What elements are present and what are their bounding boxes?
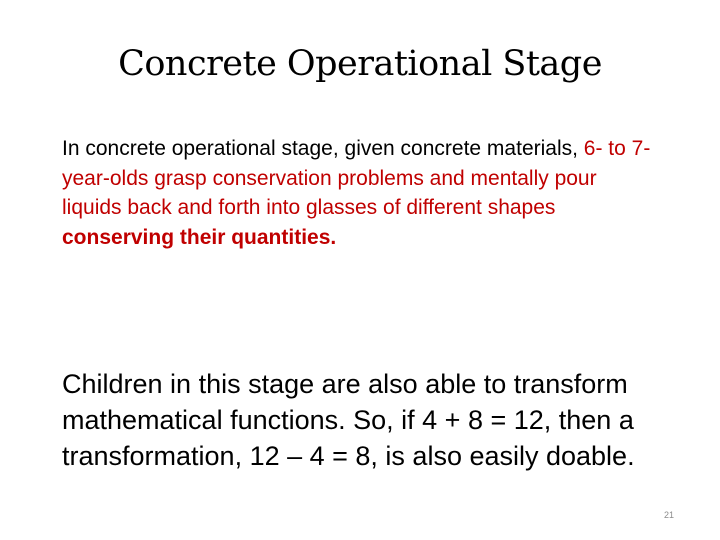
page-number: 21 (664, 510, 675, 520)
slide-title: Concrete Operational Stage (118, 44, 602, 84)
paragraph-red-text: 6- to 7-year-olds grasp conservation problems and mentally pour liquids back and forth into glasses of different shapes (62, 137, 651, 219)
paragraph-conservation (62, 134, 652, 252)
paragraph-plain-text: In concrete operational stage, given concrete materials, (62, 137, 584, 160)
paragraph-red-bold-text: conserving their quantities. (62, 225, 337, 249)
paragraph-math-transform: Children in this stage are also able to transform mathematical functions. So, if 4 + 8 = 12, then a transformation, 12 – 4 = 8, is also easily doable. (62, 369, 635, 471)
